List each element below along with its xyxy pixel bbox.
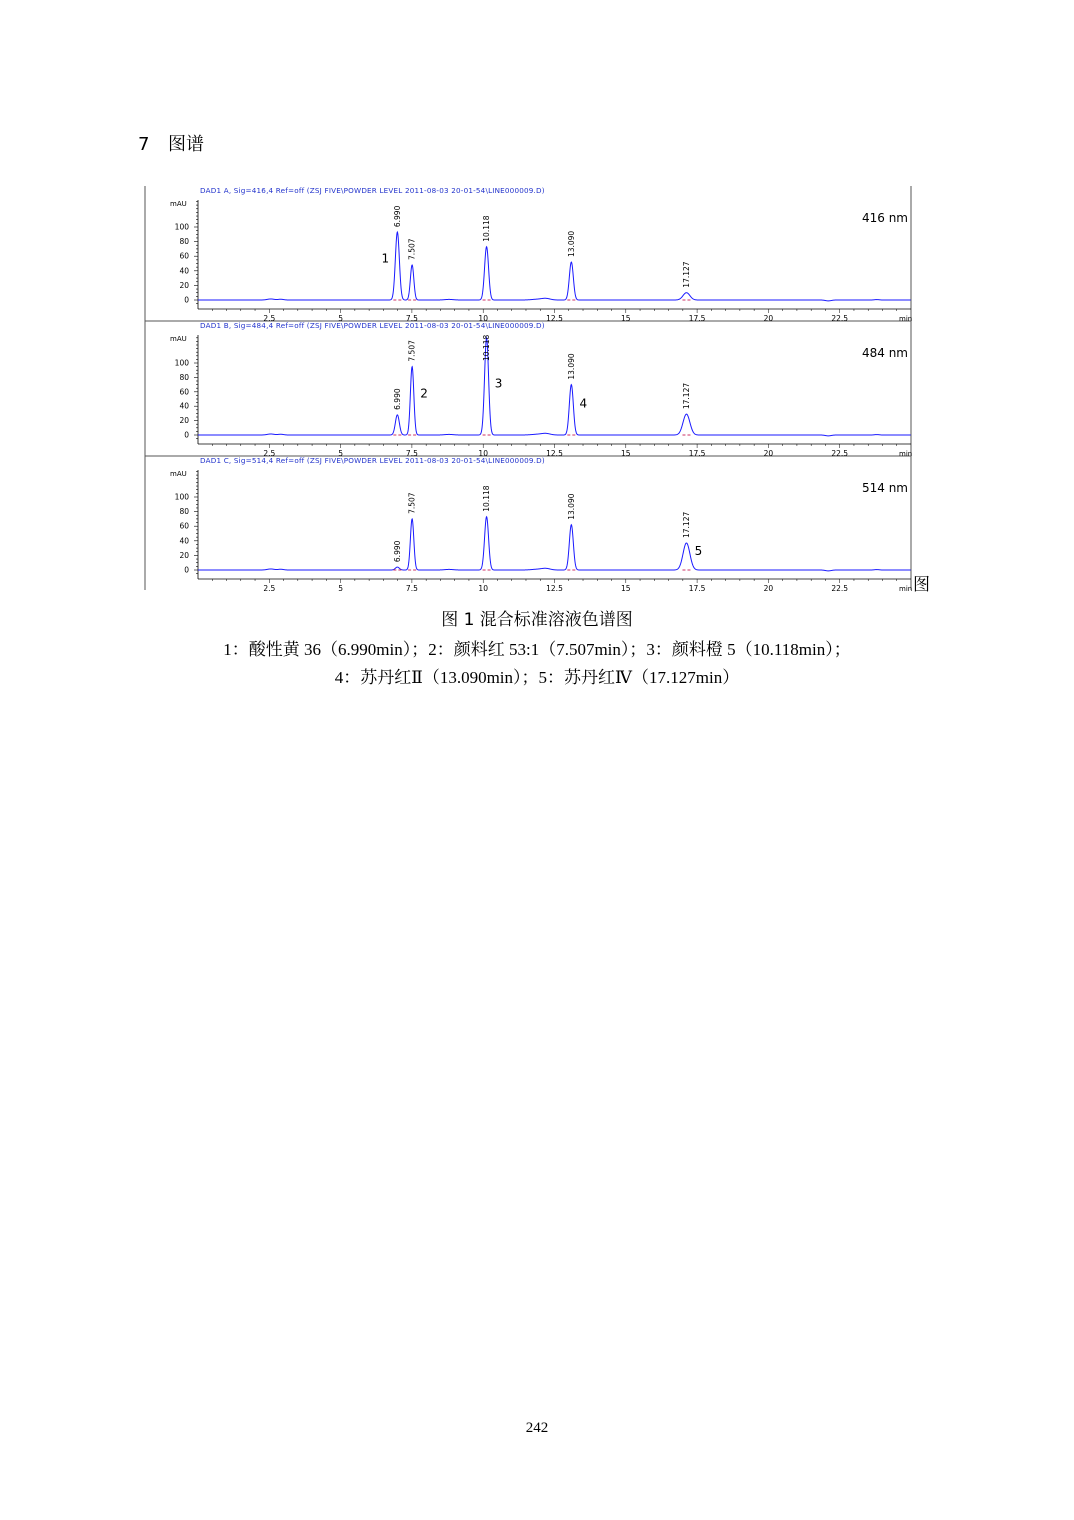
wavelength-label: 484 nm [861,346,908,360]
x-tick-label: 10 [478,584,488,593]
x-tick-label: 7.5 [405,314,418,323]
retention-time-label: 13.090 [566,353,576,380]
x-tick-label: 2.5 [263,314,276,323]
wavelength-label: 416 nm [861,211,908,225]
retention-time-label: 6.990 [392,540,402,563]
y-tick-label: 100 [174,222,189,232]
y-tick-label: 20 [179,280,189,290]
x-tick-label: 17.5 [688,449,706,458]
y-tick-label: 60 [179,387,189,397]
y-axis-label: mAU [170,200,187,208]
page-number: 242 [525,1420,549,1436]
y-axis-label: mAU [170,335,187,343]
peak-number: 3 [494,376,503,391]
x-tick-label: 22.5 [831,584,849,593]
y-tick-label: 0 [184,430,189,440]
x-tick-label: 2.5 [263,449,276,458]
y-tick-label: 100 [174,492,189,502]
x-axis-unit: min [899,450,913,458]
y-tick-label: 60 [179,251,189,261]
retention-time-label: 7.507 [407,238,417,260]
chromatogram-trace [198,517,911,571]
x-tick-label: 22.5 [831,314,849,323]
y-tick-label: 20 [179,550,189,560]
chromatogram-trace [198,232,911,301]
x-tick-label: 10 [478,314,488,323]
y-tick-label: 80 [179,372,189,382]
x-tick-label: 20 [763,314,774,323]
x-tick-label: 10 [478,449,488,458]
retention-time-label: 6.990 [392,388,402,410]
section-title: 图谱 [168,134,204,155]
x-tick-label: 15 [621,584,631,593]
overflow-glyph: 图 [913,575,930,595]
x-tick-label: 7.5 [405,584,418,593]
x-axis-unit: min [899,315,913,323]
figure-legend-line-1: 1：酸性黄 36（6.990min）；2：颜料红 53:1（7.507min）；3：颜料橙 5（10.118min）； [223,640,851,659]
retention-time-label: 10.118 [482,334,492,361]
x-axis-unit: min [899,585,913,593]
x-tick-label: 5 [338,314,343,323]
x-tick-label: 12.5 [546,449,563,458]
y-tick-label: 40 [179,266,189,276]
chromatogram-figure [0,0,1074,600]
y-tick-label: 100 [174,358,189,368]
wavelength-label: 514 nm [861,481,908,495]
y-tick-label: 0 [184,565,189,575]
retention-time-label: 7.507 [407,340,417,362]
peak-number: 2 [420,386,428,401]
y-tick-label: 0 [184,295,189,305]
y-tick-label: 20 [179,416,189,426]
x-tick-label: 2.5 [263,584,276,593]
x-tick-label: 12.5 [546,314,563,323]
y-tick-label: 80 [179,237,189,247]
retention-time-label: 13.090 [566,230,576,258]
x-tick-label: 20 [763,584,774,593]
retention-time-label: 7.507 [407,492,417,514]
chromatogram-panel-2 [170,321,912,458]
y-tick-label: 80 [179,507,189,517]
y-tick-label: 40 [179,536,189,546]
figure-caption: 图 1 混合标准溶液色谱图 [441,610,633,630]
retention-time-label: 13.090 [566,493,576,520]
retention-time-label: 17.127 [681,511,691,538]
retention-time-label: 17.127 [681,261,691,288]
chromatogram-panel-3 [170,456,912,593]
x-tick-label: 17.5 [688,314,706,323]
peak-number: 4 [579,396,588,411]
x-tick-label: 5 [338,449,343,458]
section-number: 7 [138,134,150,155]
x-tick-label: 15 [621,314,631,323]
chromatogram-panel-1 [170,186,912,323]
retention-time-label: 10.118 [482,215,492,242]
y-axis-label: mAU [170,470,187,478]
y-tick-label: 40 [179,401,189,411]
x-tick-label: 12.5 [546,584,563,593]
retention-time-label: 17.127 [681,382,691,410]
x-tick-label: 22.5 [831,449,849,458]
x-tick-label: 5 [338,584,343,593]
panel-title: DAD1 A, Sig=416,4 Ref=off (ZSJ FIVE\POWDER LEVEL 2011-08-03 20-01-54\LINE000009.D) [200,186,545,195]
retention-time-label: 10.118 [482,485,492,512]
x-tick-label: 20 [763,449,774,458]
panel-title: DAD1 B, Sig=484,4 Ref=off (ZSJ FIVE\POWDER LEVEL 2011-08-03 20-01-54\LINE000009.D) [200,321,545,330]
panel-title: DAD1 C, Sig=514,4 Ref=off (ZSJ FIVE\POWDER LEVEL 2011-08-03 20-01-54\LINE000009.D) [200,456,545,465]
x-tick-label: 7.5 [405,449,418,458]
peak-number: 5 [694,544,703,559]
x-tick-label: 15 [621,449,631,458]
x-tick-label: 17.5 [688,584,706,593]
chromatogram-trace [198,338,911,436]
peak-number: 1 [381,251,390,266]
y-tick-label: 60 [179,521,189,531]
retention-time-label: 6.990 [392,205,402,228]
figure-legend-line-2: 4：苏丹红Ⅱ（13.090min）；5：苏丹红Ⅳ（17.127min） [334,668,740,687]
